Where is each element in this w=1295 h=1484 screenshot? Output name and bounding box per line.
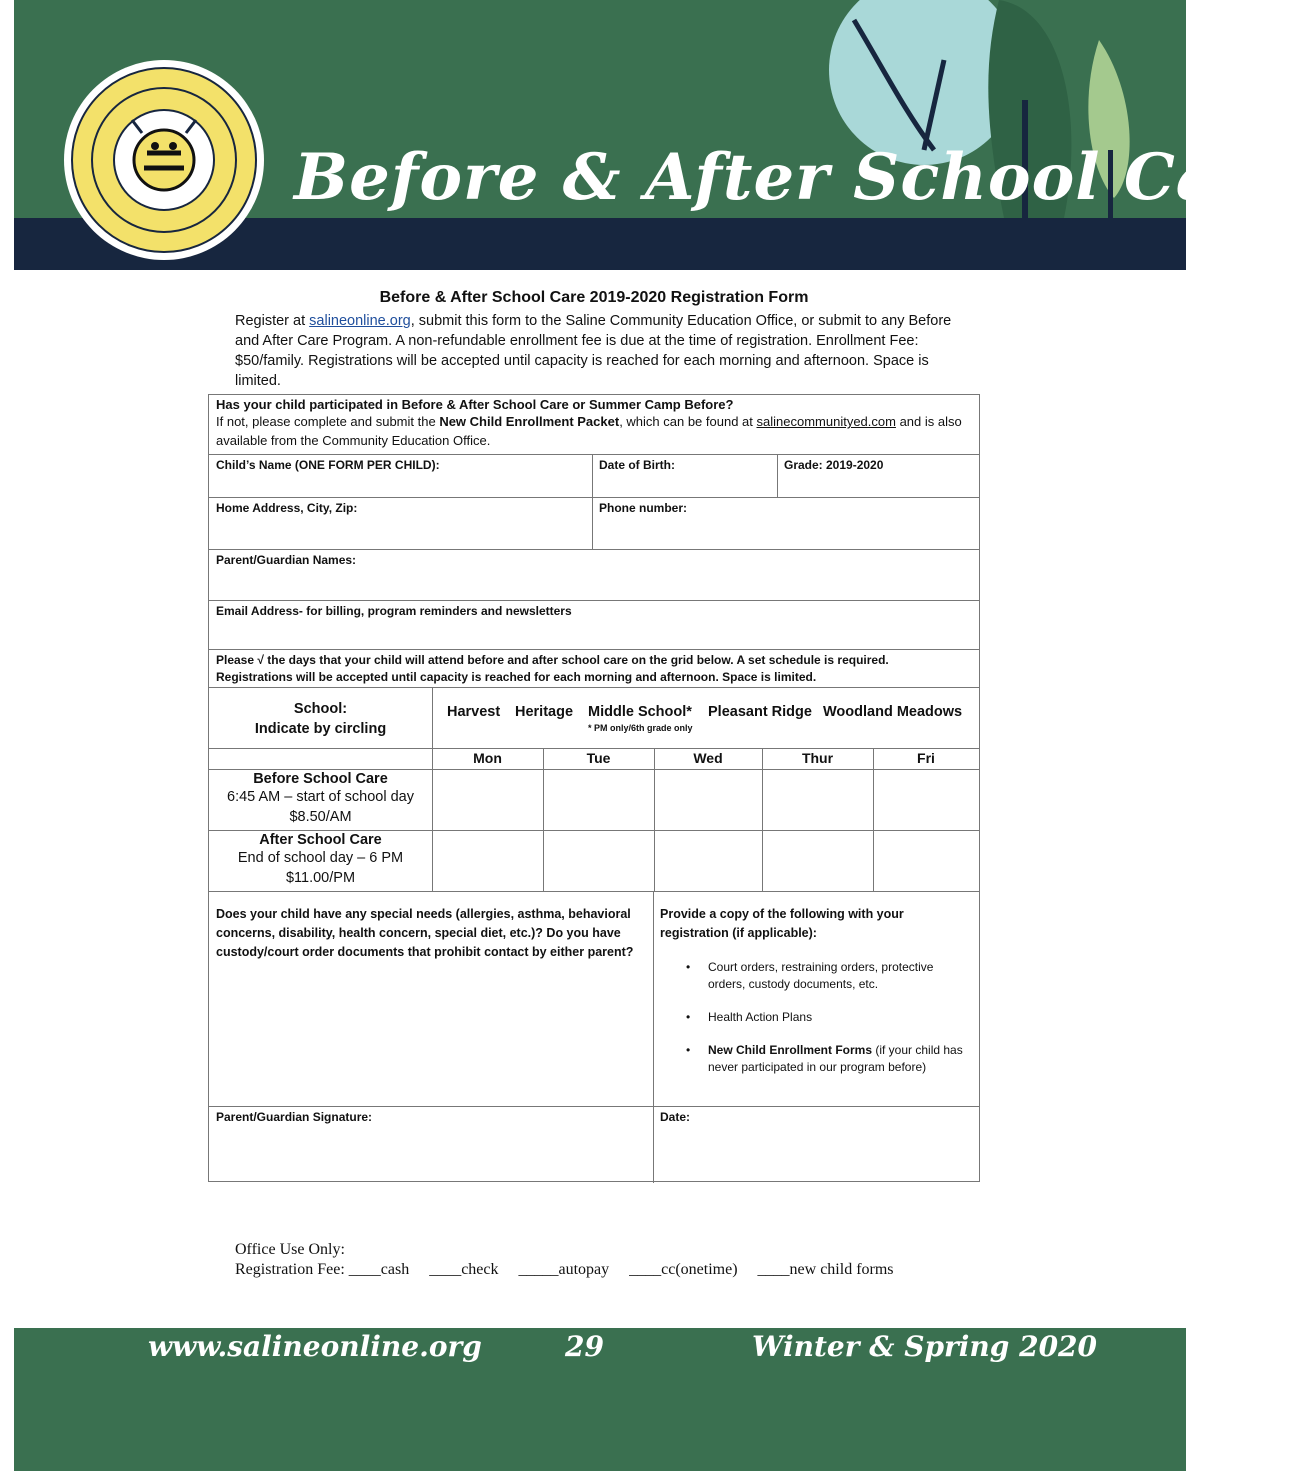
special-needs-field[interactable]: Does your child have any special needs (allergies, asthma, behavioral concerns, disability, health concern, special diet, etc.)? Do you have custody/court order documents that prohibit contact by either parent? <box>216 907 634 959</box>
before-care-title: Before School Care <box>253 771 388 787</box>
email-address-field[interactable]: Email Address- for billing, program reminders and newsletters <box>216 604 572 618</box>
parent-guardian-names-field[interactable]: Parent/Guardian Names: <box>216 553 357 567</box>
after-care-fri-checkbox[interactable] <box>873 830 979 891</box>
intro-text-rest: , submit this form to the Saline Community Education Office, or submit to any Before and After Care Program. A non-refundable enrollment fee is due at the time of registration. Enrollment Fee: $50/family. Registrations will be accepted until capacity is reached for each morning and afternoon. Space is limited. <box>235 313 952 389</box>
participation-section <box>209 395 979 454</box>
school-option-middle-school[interactable]: Middle School* <box>588 704 692 720</box>
parent-signature-field[interactable]: Parent/Guardian Signature: <box>216 1110 373 1124</box>
date-of-birth-field[interactable]: Date of Birth: <box>599 458 675 472</box>
registration-fee-line: Registration Fee: ____cash ____check _____autopay ____cc(onetime) ____new child forms <box>235 1261 894 1278</box>
form-title: Before & After School Care 2019-2020 Registration Form <box>379 289 809 306</box>
office-use-section <box>235 1240 894 1280</box>
office-use-label: Office Use Only: <box>235 1241 345 1258</box>
phone-number-field[interactable]: Phone number: <box>599 501 688 515</box>
before-care-hours: 6:45 AM – start of school day <box>227 789 414 805</box>
footer-season: Winter & Spring 2020 <box>752 1330 1098 1363</box>
school-label-line-2: Indicate by circling <box>254 721 387 737</box>
child-name-field[interactable]: Child’s Name (ONE FORM PER CHILD): <box>216 458 440 472</box>
salinecommunityed-link[interactable]: salinecommunityed.com <box>756 414 896 429</box>
after-care-wed-checkbox[interactable] <box>654 830 762 891</box>
saline-community-education-logo <box>62 58 266 262</box>
school-option-harvest[interactable]: Harvest <box>447 704 501 720</box>
before-care-price: $8.50/AM <box>289 809 352 825</box>
day-header-wed: Wed <box>693 750 723 766</box>
salineonline-link[interactable]: salineonline.org <box>309 313 411 329</box>
provide-copy-item-health-plans: • Health Action Plans <box>686 1010 813 1024</box>
after-care-title: After School Care <box>259 832 382 848</box>
before-care-fri-checkbox[interactable] <box>873 769 979 830</box>
banner-title: Before & After School Care <box>294 140 1295 215</box>
home-address-field[interactable]: Home Address, City, Zip: <box>216 501 358 515</box>
after-care-tue-checkbox[interactable] <box>543 830 654 891</box>
footer-page-number: 29 <box>565 1330 604 1363</box>
enrollment-packet-label: New Child Enrollment Packet <box>439 414 620 429</box>
after-care-thur-checkbox[interactable] <box>762 830 873 891</box>
before-care-wed-checkbox[interactable] <box>654 769 762 830</box>
school-option-pleasant-ridge[interactable]: Pleasant Ridge <box>708 704 812 720</box>
provide-copy-title: Provide a copy of the following with your registration (if applicable): <box>660 907 904 940</box>
day-header-thur: Thur <box>801 750 834 766</box>
day-header-fri: Fri <box>917 750 935 766</box>
footer-website[interactable]: www.salineonline.org <box>148 1330 482 1363</box>
registration-form-table <box>208 394 980 1182</box>
grade-field[interactable]: Grade: 2019-2020 <box>784 458 884 472</box>
intro-paragraph <box>235 311 965 391</box>
day-header-mon: Mon <box>473 750 502 766</box>
before-care-thur-checkbox[interactable] <box>762 769 873 830</box>
school-option-heritage[interactable]: Heritage <box>515 704 574 720</box>
after-care-mon-checkbox[interactable] <box>432 830 543 891</box>
before-care-tue-checkbox[interactable] <box>543 769 654 830</box>
provide-copy-section <box>653 891 979 1106</box>
after-care-hours: End of school day – 6 PM <box>237 850 404 866</box>
school-label-line-1: School: <box>293 701 348 717</box>
schedule-instruction-line-2: Registrations will be accepted until capacity is reached for each morning and afternoon. Space is limited. <box>216 670 817 684</box>
participation-text: If not, please complete and submit the New Child Enrollment Packet, which can be found at salinecommunityed.com and is also available from the Community Education Office. <box>216 414 962 448</box>
after-care-label <box>209 831 432 891</box>
before-care-label <box>209 770 432 830</box>
schedule-instruction-line-1: Please √ the days that your child will attend before and after school care on the grid below. A set schedule is required. <box>216 653 889 667</box>
schedule-instructions <box>209 649 979 687</box>
middle-school-note: * PM only/6th grade only <box>588 723 693 733</box>
after-care-price: $11.00/PM <box>285 870 356 886</box>
day-header-tue: Tue <box>586 750 611 766</box>
participation-question: Has your child participated in Before & After School Care or Summer Camp Before? <box>216 397 734 412</box>
provide-copy-item-enrollment-forms: • New Child Enrollment Forms (if your child has never participated in our program before) <box>686 1043 963 1074</box>
school-option-woodland-meadows[interactable]: Woodland Meadows <box>823 704 963 720</box>
intro-text-start: Register at <box>235 313 310 329</box>
before-care-mon-checkbox[interactable] <box>432 769 543 830</box>
provide-copy-item-court-orders: • Court orders, restraining orders, protective orders, custody documents, etc. <box>686 960 934 991</box>
school-label <box>209 695 432 745</box>
signature-date-field[interactable]: Date: <box>660 1110 691 1124</box>
